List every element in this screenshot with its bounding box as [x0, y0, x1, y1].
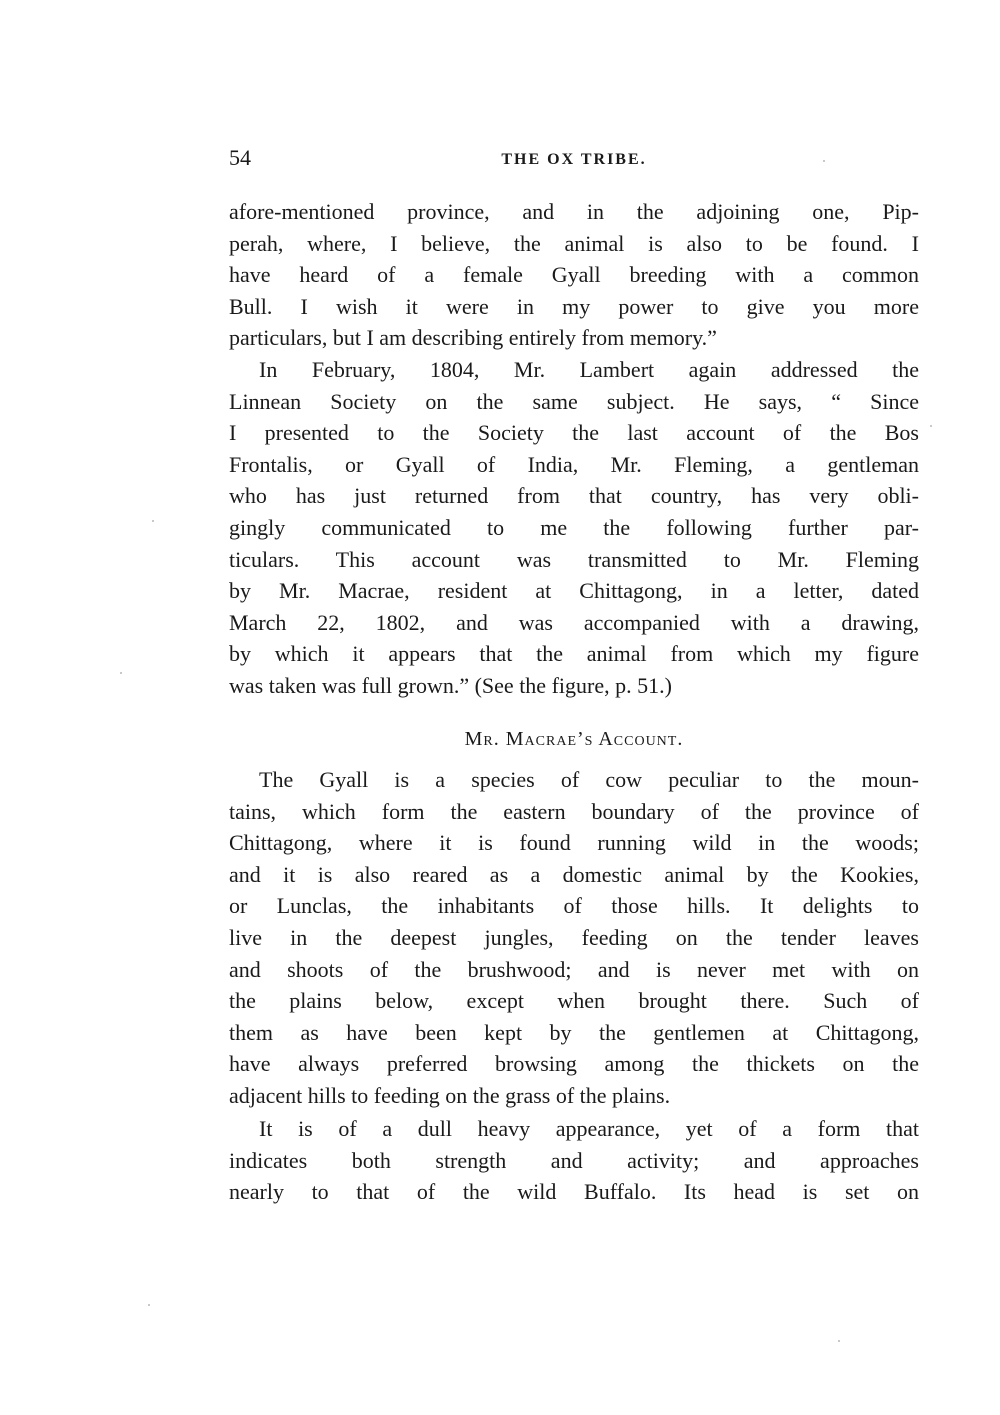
text-line: and it is also reared as a domestic animal by the Kookies, — [229, 861, 919, 887]
text-line: Bull. I wish it were in my power to give you more — [229, 293, 919, 319]
text-line: have always preferred browsing among the thickets on the — [229, 1051, 919, 1077]
text-line: particulars, but I am describing entirely from memory.” — [229, 325, 717, 351]
text-line: It is of a dull heavy appearance, yet of a form that — [259, 1116, 919, 1141]
text-line: and shoots of the brushwood; and is never met with on — [229, 956, 919, 982]
text-line: perah, where, I believe, the animal is also to be found. I — [229, 230, 919, 256]
text-line: indicates both strength and activity; and approaches — [229, 1147, 919, 1173]
paper-speck — [148, 1304, 150, 1306]
running-head — [229, 145, 919, 177]
text-line: by which it appears that the animal from which my figure — [229, 641, 919, 667]
running-title: THE OX TRIBE. — [501, 151, 647, 168]
text-line: I presented to the Society the last account of the Bos — [229, 420, 919, 446]
paper-speck — [152, 520, 154, 522]
paper-speck — [930, 425, 932, 427]
text-line: was taken was full grown.” (See the figure, p. 51.) — [229, 672, 672, 698]
text-line: Frontalis, or Gyall of India, Mr. Fleming, a gentleman — [229, 451, 919, 477]
text-line: the plains below, except when brought there. Such of — [229, 988, 919, 1014]
text-line: who has just returned from that country, has very obli- — [229, 483, 919, 509]
text-line: have heard of a female Gyall breeding with a common — [229, 262, 919, 288]
text-line: gingly communicated to me the following further par- — [229, 514, 919, 540]
text-line: In February, 1804, Mr. Lambert again addressed the — [259, 357, 919, 382]
text-line: The Gyall is a species of cow peculiar to the moun- — [259, 767, 919, 792]
paragraph-2 — [229, 354, 919, 702]
text-line: them as have been kept by the gentlemen at Chittagong, — [229, 1019, 919, 1045]
paper-speck — [120, 672, 122, 674]
text-line: by Mr. Macrae, resident at Chittagong, in a letter, dated — [229, 578, 919, 604]
text-line: March 22, 1802, and was accompanied with a drawing, — [229, 609, 919, 635]
page-number: 54 — [229, 145, 251, 170]
text-line: afore-mentioned province, and in the adjoining one, Pip- — [229, 199, 919, 224]
text-line: nearly to that of the wild Buffalo. Its head is set on — [229, 1179, 919, 1205]
text-line: live in the deepest jungles, feeding on the tender leaves — [229, 924, 919, 950]
text-line: Chittagong, where it is found running wild in the woods; — [229, 830, 919, 856]
paragraph-1 — [229, 196, 919, 354]
paragraph-4 — [229, 1113, 919, 1208]
text-line: ticulars. This account was transmitted to Mr. Fleming — [229, 546, 919, 572]
paper-speck — [823, 160, 825, 162]
text-line: tains, which form the eastern boundary of the province of — [229, 798, 919, 824]
section-heading: Mr. Macrae’s Account. — [464, 728, 684, 750]
text-line: Linnean Society on the same subject. He says, “ Since — [229, 388, 919, 414]
text-line: or Lunclas, the inhabitants of those hills. It delights to — [229, 893, 919, 919]
paragraph-3 — [229, 764, 919, 1112]
text-line: adjacent hills to feeding on the grass of the plains. — [229, 1082, 671, 1108]
paper-speck — [838, 1340, 840, 1342]
